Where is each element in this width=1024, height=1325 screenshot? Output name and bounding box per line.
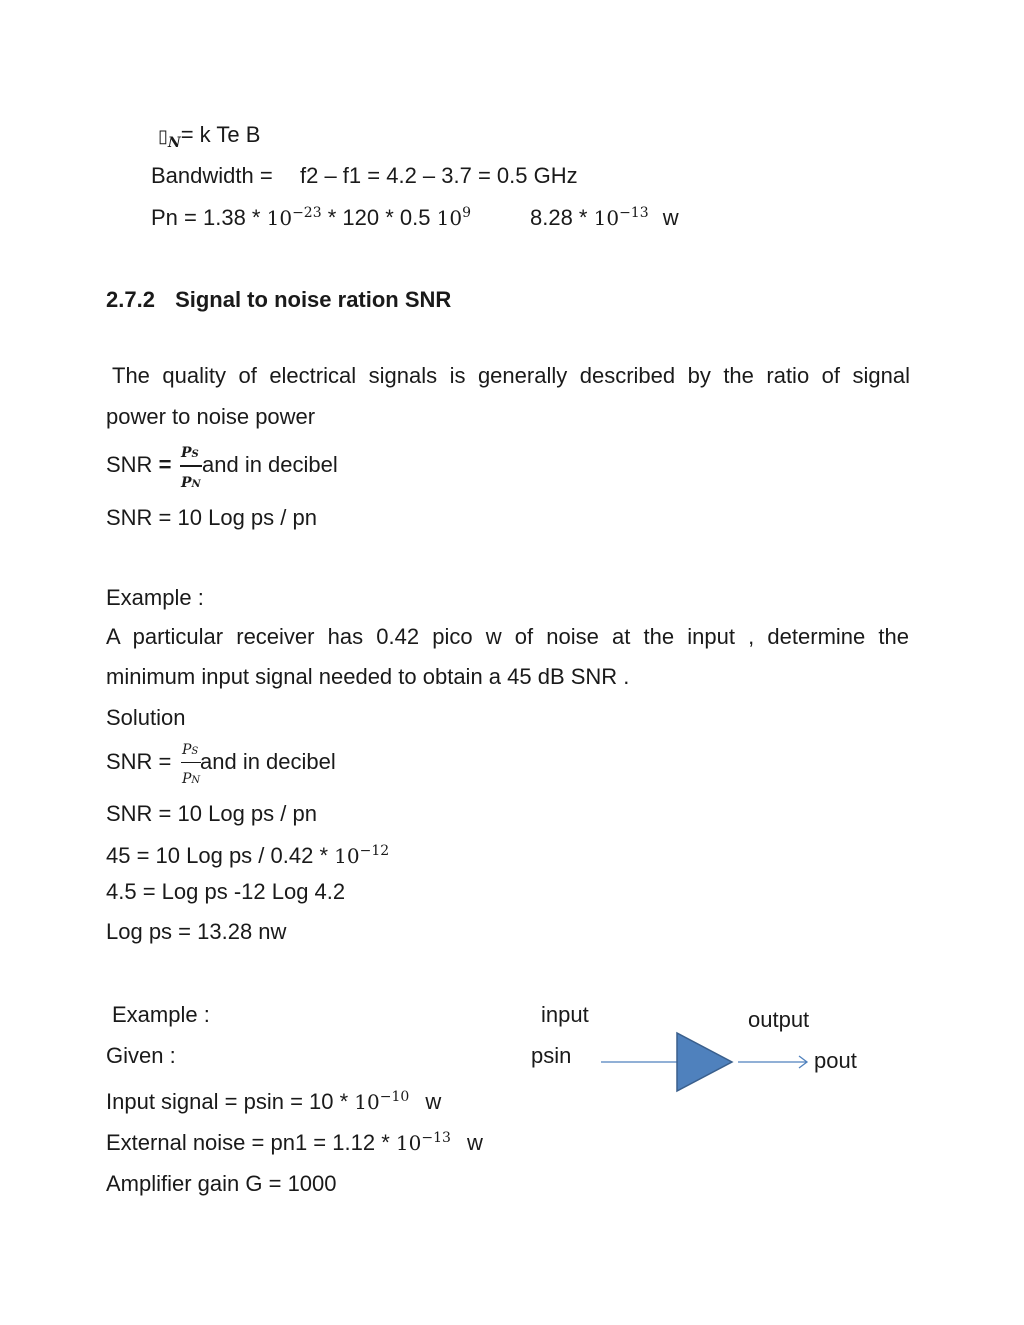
solution-step-2: 4.5 = Log ps -12 Log 4.2 [106, 879, 346, 904]
pn-result-exp: −13 [619, 205, 649, 221]
snr-def1-suffix: and in decibel [202, 452, 338, 477]
pn-calc-base1: 10 [266, 206, 293, 230]
snr-def1-equals: = [158, 452, 172, 477]
input-signal-prefix: Input signal = psin = 10 * [106, 1089, 349, 1114]
pn-formula [158, 122, 260, 151]
input-signal-base: 10 [354, 1090, 380, 1114]
input-signal-line [106, 1089, 441, 1118]
example1-problem-line-2: minimum input signal needed to obtain a 45 dB SNR . [106, 664, 630, 689]
snr-def2-denominator [182, 772, 200, 788]
solution-step-3: Log ps = 13.28 nw [106, 919, 287, 944]
pn-formula-rhs: = k Te B [180, 122, 261, 147]
snr-def2-den-p: P [182, 771, 192, 787]
pn-symbol: ▯ [158, 126, 168, 146]
pn-symbol-sub: N [167, 135, 181, 151]
solution-step-1-exp: −12 [359, 843, 390, 859]
pn-result-base: 10 [593, 206, 620, 230]
input-signal-unit: w [425, 1089, 442, 1114]
pn-calc-base2: 10 [436, 206, 463, 230]
pn-result-unit: w [662, 205, 679, 230]
snr-log-2: SNR = 10 Log ps / pn [106, 801, 317, 826]
pn-result [530, 205, 679, 234]
diagram-output-label: output [748, 1007, 810, 1032]
pn-result-prefix: 8.28 * [530, 205, 588, 230]
solution-step-1-prefix: 45 = 10 Log ps / 0.42 * [106, 843, 329, 868]
diagram-input-label: input [541, 1002, 589, 1027]
pn-calc-prefix: Pn = 1.38 * [151, 205, 261, 230]
pn-calc-exp1: −23 [292, 205, 322, 221]
diagram-pout-label: pout [814, 1048, 857, 1073]
section-heading [106, 287, 451, 313]
snr-def1-denominator [181, 476, 201, 492]
given-label: Given : [106, 1043, 176, 1068]
pn-calc-mid: * 120 * 0.5 [327, 205, 431, 230]
snr-def2-num-p: P [182, 742, 192, 758]
bandwidth-expr: f2 – f1 = 4.2 – 3.7 = 0.5 GHz [300, 163, 578, 188]
snr-def1-num-sub: S [191, 449, 199, 460]
example1-problem-line-1: A particular receiver has 0.42 pico w of noise at the input , determine the [106, 624, 909, 649]
snr-def2-prefix: SNR = [106, 749, 172, 774]
snr-def1-fraction-bar [180, 465, 202, 467]
external-noise-exp: −13 [421, 1130, 451, 1146]
snr-def1-prefix [106, 452, 171, 478]
amplifier-gain: Amplifier gain G = 1000 [106, 1171, 337, 1196]
example1-heading: Example : [106, 585, 204, 610]
snr-def2-fraction-bar [181, 762, 201, 763]
snr-def2-den-sub: N [191, 775, 201, 786]
bandwidth-label: Bandwidth = [151, 163, 273, 188]
section-title: Signal to noise ration SNR [175, 287, 452, 312]
solution-label: Solution [106, 705, 186, 730]
amplifier-triangle-icon [677, 1033, 732, 1091]
snr-def2-numerator [182, 743, 198, 759]
diagram-psin-label: psin [531, 1043, 572, 1068]
solution-step-1-base: 10 [334, 844, 360, 868]
snr-def2-suffix: and in decibel [200, 749, 336, 774]
snr-def1-den-sub: N [191, 479, 201, 490]
intro-line-1: The quality of electrical signals is generally described by the ratio of signal [112, 363, 910, 388]
snr-def2-num-sub: S [191, 746, 199, 757]
example2-heading: Example : [112, 1002, 210, 1027]
external-noise-line [106, 1130, 483, 1159]
pn-calc [151, 205, 471, 234]
section-number: 2.7.2 [106, 287, 155, 312]
solution-step-1 [106, 843, 389, 872]
external-noise-base: 10 [395, 1131, 422, 1155]
snr-log-1: SNR = 10 Log ps / pn [106, 505, 317, 530]
snr-def1-numerator [181, 446, 199, 462]
pn-calc-exp2: 9 [462, 205, 471, 221]
external-noise-unit: w [467, 1130, 483, 1155]
snr-def1-den-p: P [181, 475, 192, 491]
snr-def1-label: SNR [106, 452, 153, 477]
amplifier-diagram [595, 1025, 815, 1100]
intro-line-2: power to noise power [106, 404, 316, 429]
external-noise-prefix: External noise = pn1 = 1.12 * [106, 1130, 390, 1155]
input-signal-exp: −10 [379, 1089, 410, 1105]
snr-def1-num-p: P [181, 445, 192, 461]
